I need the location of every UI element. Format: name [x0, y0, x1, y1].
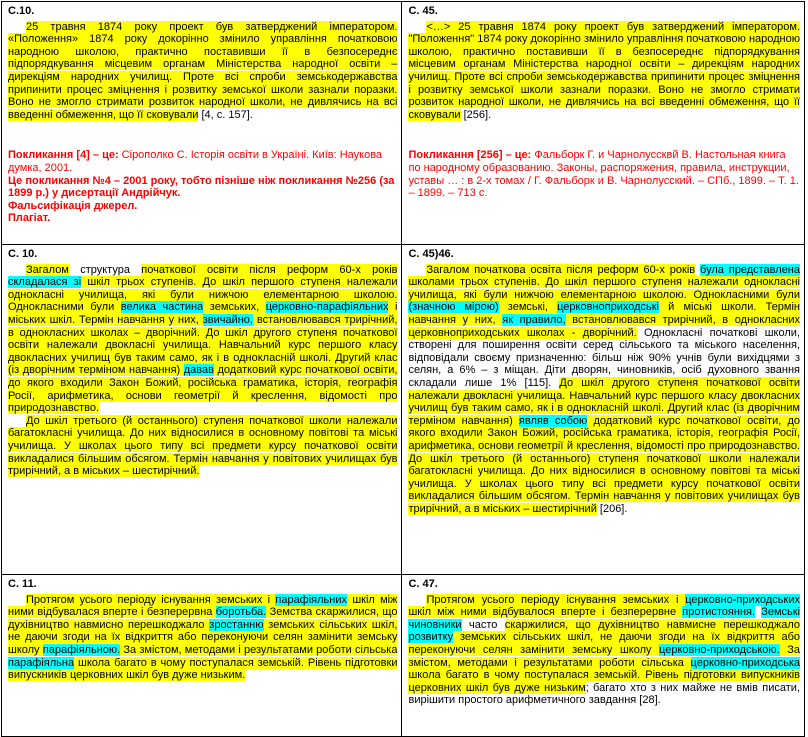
highlight-changed-text: як правило,	[502, 313, 566, 326]
highlight-changed-text: парафіяльною.	[42, 643, 121, 656]
highlight-matching-text: встановлювався трирічний, в однокласних церковноприходських школах - дворічний.	[408, 313, 800, 339]
highlight-matching-text: До шкіл другого ступеня початкової освіти належали двокласні училища. Навчальний курс першого класу двокласних училищ був таким само, як і в однокласній школі. Другий клас (із дворічним терміном навчання)	[408, 376, 800, 427]
plagiarism-verdict: Плагіат.	[8, 212, 51, 225]
highlight-changed-text: являв собою	[518, 414, 588, 427]
cell-row1-right	[402, 2, 805, 245]
highlight-matching-text: Протягом усього періоду існування земських і	[26, 593, 276, 606]
highlight-changed-text: давав	[183, 364, 214, 377]
table-row	[2, 245, 805, 575]
highlight-changed-text: велика частина	[120, 301, 204, 314]
plain-text: ; багато хто з них майже не вмів писати, вирішити простого арифметичного завдання [28].	[408, 681, 800, 707]
cell-heading: С. 45.	[408, 5, 438, 17]
highlight-changed-text: парафіяльних	[275, 593, 348, 606]
highlight-matching-text: встановлювався трирічний, в однокласних школах – дворічний. До шкіл другого ступеня початкової освіти належали двокласні училища. Навчальний курс першого класу двокласних училищ був таким само, як і в однокласній школі. Другий клас (із дворічним терміном навчання)	[8, 313, 398, 377]
highlight-changed-text: Земські чиновники	[408, 606, 800, 631]
plain-text: Однокласні початкові школи, створені для поширення освіти серед сільського та міського населення, відповідали своєму призначенню: більш ніж 90% учнів були вихідцями з селян, а 6% – з міщан. Діти дворян, чиновників, осіб духовного звання складали лише 1% [115].	[408, 326, 800, 389]
source-paragraph	[408, 594, 800, 707]
highlight-matching-text: За змістом, методами і результатами роботи сільська	[408, 643, 800, 669]
highlight-matching-text: школа багато в чому поступалася земській. Рівень підготовки випускників церковних шкіл був дуже низьким.	[8, 656, 398, 682]
reference-text: Сірополко С. Історія освіти в Україні. Київ: Наукова думка, 2001.	[8, 149, 383, 174]
source-paragraph	[408, 21, 800, 122]
cell-row2-left	[2, 245, 402, 575]
highlight-matching-text: початкової освіти після реформ 60-х років	[141, 263, 398, 276]
cell-heading: С. 45)46.	[408, 248, 454, 260]
highlight-matching-text: й міські школи. Термін навчання у них,	[408, 301, 800, 326]
highlight-changed-text: протистояння.	[682, 606, 756, 619]
highlight-changed-text: (значною мірою)	[408, 301, 499, 314]
table-row	[2, 2, 805, 245]
table-row	[2, 575, 805, 737]
cell-heading: С. 11.	[8, 578, 37, 590]
plain-text: [206].	[596, 502, 628, 515]
reference-note	[408, 149, 800, 199]
highlight-changed-text: церковно-приходською.	[659, 643, 780, 656]
quote-paragraph	[8, 264, 397, 415]
highlight-matching-text: додатковий курс початкової освіти, до якого входили Закон Божий, російська граматика, історія, географія Росії, арифметика, основи геометрії й креслення, відомості про природознавство.	[8, 364, 398, 415]
cell-heading: С.10.	[8, 5, 35, 17]
highlight-matching-text: До шкіл третього (й останнього) ступеня початкової школи належали багатокласні училища. До них відносилися в основному повітові та міські училища. У школах цього типу всі предмети курсу початкової освіти викладалися більшим обсягом. Термін навчання у повітових училищах був трирічний, а в міських – шестирічний.	[8, 414, 398, 478]
highlight-matching-text: додатковий курс початкової освіти, до якого входили Закон Божий, російська граматика, історія, географія Росії, арифметика, основи геометрії й креслення, відомості про природознавство. До шкіл третього (й останнього) ступеня початкової школи належали багатокласні училища. До них відносилися в основному повітові та міські училища. У школах цього типу всі предмети курсу початкової освіти викладалися більшим обсягом. Термін навчання у повітових училищах був трирічний, а в міських – шестирічний	[408, 414, 800, 515]
cell-row3-right	[402, 575, 805, 737]
plain-text: [256].	[460, 108, 492, 121]
highlight-changed-text: розвитку	[408, 631, 454, 644]
comparison-table	[1, 1, 805, 737]
highlight-matching-text: земських сільських шкіл, не даючи згоди на їх відкриття або переконуючи селян замінити земську школу	[408, 631, 800, 656]
falsification-note: Фальсифікація джерел.	[8, 199, 138, 212]
highlight-matching-text: Земства скаржилися, що духівництво навмисно перешкоджало	[8, 606, 398, 631]
reference-text: Фальборк Г. и Чарнолуссквй В. Настольная книга по народному образованию. Законы, распоряжения, правила, инструкции, уставы … : в 2-х томах / Г. Фальборк и В. Чарнолусский. – СПб., 1899. – Т. 1. – 1899. – 713 с.	[408, 149, 799, 200]
highlight-matching-text: і міських шкіл. Термін навчання у них,	[8, 301, 398, 326]
reference-note	[8, 149, 397, 174]
highlight-matching-text: Протягом усього періоду існування земських і	[426, 593, 686, 606]
highlight-matching-text: <…> 25 травня 1874 року проект був затверджений імператором. "Положення" 1874 року докорінно змінило управління початковою народною школою, практично поставивши її в безпосереднє підпорядкування місцевим органам Міністерства народної освіти – дирекціям народних училищ. Проте всі спроби земськодержавства припинити процес зміцнення і розвитку земської школи зазнали поразки. Воно не змогло стримати розвиток народної школи, не дивлячись на всі введенні обмеження, що її сковували	[408, 20, 800, 121]
reference-label: Покликання [256] – це:	[408, 149, 532, 162]
highlight-matching-text: земські,	[498, 301, 558, 314]
highlight-changed-text: церковно-парафіяльних	[265, 301, 389, 314]
source-paragraph	[408, 264, 800, 516]
highlight-matching-text: шкіл між ними відбувалося вперте і безперервне	[408, 606, 683, 619]
highlight-changed-text: церковно-приходська	[690, 656, 800, 669]
plain-text: [4, с. 157].	[198, 108, 253, 121]
highlight-matching-text: Загалом початкова освіта після реформ 60-х років	[426, 263, 696, 276]
reference-label: Покликання [4] – це:	[8, 149, 119, 162]
highlight-matching-text: земських,	[203, 301, 266, 314]
highlight-matching-text: 25 травня 1874 року проект був затверджений імператором. «Положення» 1874 року докорінно змінило управління початковою народною школою, практично поставивши її в безпосереднє підпорядкування місцевим органам Міністерства народної освіти – дирекціям народних училищ. Проте всі спроби земськодержавства припинити процес зміцнення і розвитку земської школи зазнали поразки. Воно не змогло стримати розвиток народної школи, не дивлячись на всі введенні обмеження, що її сковували	[8, 20, 398, 121]
highlight-changed-text: складалася зі	[8, 276, 82, 289]
highlight-matching-text: земських сільських шкіл, не даючи згоди на їх відкриття або переконуючи селян замінити земську школу	[8, 618, 398, 656]
highlight-matching-text: шкіл між ними відбувалася вперте і безперервна	[8, 593, 398, 619]
highlight-changed-text: церковноприходські	[557, 301, 660, 314]
highlight-matching-text: школа багато в чому поступалася земській. Рівень підготовки випускників церковних шкіл був дуже низьким	[408, 669, 800, 694]
highlight-matching-text: За змістом, методами і результатами роботи сільська	[120, 643, 398, 656]
cell-row3-left	[2, 575, 402, 737]
highlight-matching-text: скаржилися, що духівництво навмисне перешкоджало	[504, 618, 800, 631]
highlight-changed-text: парафіяльна	[8, 656, 75, 669]
highlight-matching-text: школами трьох ступенів. До шкіл першого ступеня належали однокласні училища, які були нижчою елементарною школою. Однокласними були	[408, 276, 800, 301]
plain-text: структура	[68, 263, 142, 276]
cell-heading: С. 10.	[8, 248, 38, 260]
cell-heading: С. 47.	[408, 578, 438, 590]
highlight-matching-text: шкіл трьох ступенів. До шкіл першого ступеня належали однокласні училища, які були нижчою елементарною школою. Однокласними були	[8, 276, 398, 314]
quote-paragraph	[8, 21, 397, 122]
highlight-changed-text: зростанню	[209, 618, 264, 631]
quote-paragraph	[8, 594, 397, 682]
quote-paragraph	[8, 415, 397, 478]
highlight-changed-text: церковно-приходських	[685, 593, 800, 606]
plain-text: часто	[461, 618, 505, 631]
plagiarism-note: Це покликання №4 – 2001 року, тобто пізніше ніж покликання №256 (за 1899 р.) у дисертації Андрійчук.	[8, 174, 395, 200]
highlight-changed-text: була представлена	[700, 263, 800, 276]
highlight-changed-text: боротьба.	[215, 606, 267, 619]
cell-row2-right	[402, 245, 805, 575]
highlight-changed-text: звичайно,	[202, 313, 253, 326]
highlight-matching-text: Загалом	[26, 263, 69, 276]
cell-row1-left	[2, 2, 402, 245]
